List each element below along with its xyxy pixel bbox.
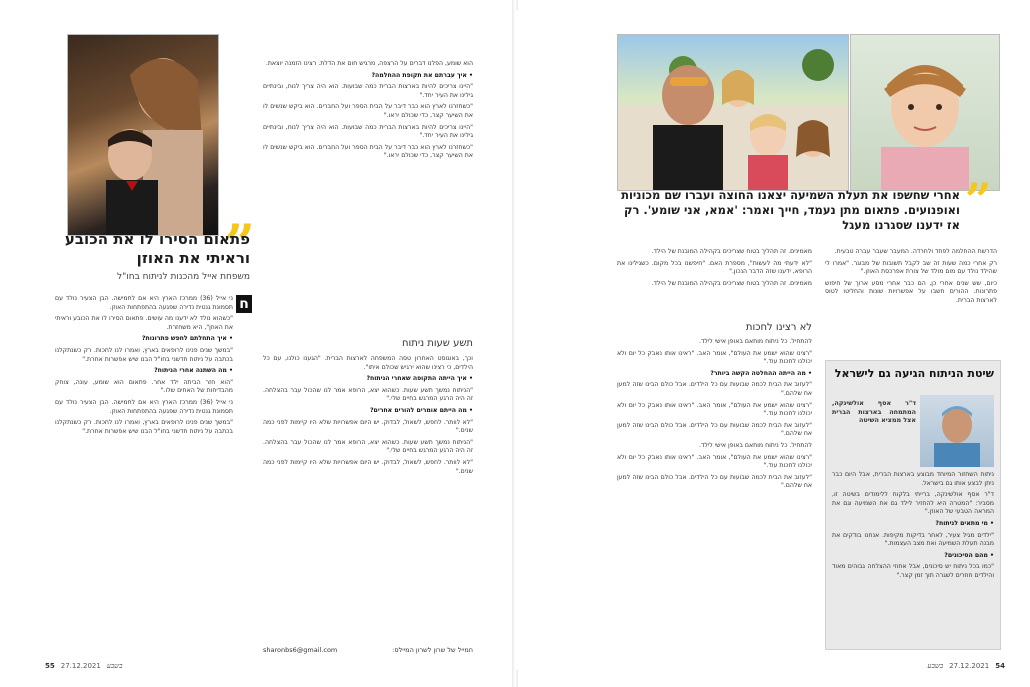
page-number: 54 <box>995 662 1005 670</box>
info-box-text <box>832 471 994 643</box>
left-headline: פתאום הסירו לו את הכובע וראיתי את האוזן <box>64 230 250 267</box>
paragraph: להתחיל. כל ניתוח מותאם באופן אישי לילד. <box>699 441 812 449</box>
paragraph: ני אייל (36) ממרכז הארץ היא אם לחמישה. הבן הצעיר נולד עם תסמונת גנטית נדירה שפגעה בהתפתחות האוזן. <box>55 295 233 311</box>
paragraph: ניתוח השחזור המיוחד מבוצע בארצות הברית, אבל היום כבר ניתן לבצע אותו גם בישראל. <box>832 471 994 487</box>
left-col-left <box>263 60 473 330</box>
left-page <box>15 10 515 670</box>
paragraph: מאמינים. זה תהליך בטוח שצריכים בקהילה המובנת של הילד. <box>651 279 812 287</box>
quote-mark-icon: ” <box>225 214 255 275</box>
paragraph: "לא לוותר. לחפש, לשאול, לבדוק. יש היום אפשרויות שלא היו קיימות לפני כמה שנים." <box>263 418 473 435</box>
paragraph: "הוא חזר הביתה ילד אחר. פתאום הוא שומע, עונה, צוחק מהבדיחות של האחים שלו." <box>55 378 233 395</box>
left-col-right <box>55 295 233 650</box>
right-col-2 <box>617 248 812 318</box>
paragraph: הוא שומע, הפלנו דברים על הרצפה, מרגיש חום את הדלת. רצינו הזמנה יוצאת. <box>265 60 473 67</box>
credit-label: חמייל של שרון לשרון המיילס: <box>392 646 473 654</box>
quote-mark-icon: ” <box>965 173 992 227</box>
question: • מה השתנה אחרי הניתוח? <box>154 367 233 375</box>
paragraph: ני אייל (36) ממרכז הארץ היא אם לחמישה. הבן הצעיר נולד עם תסמונת גנטית נדירה שפגעה בהתפתחות האוזן. <box>55 398 233 415</box>
paragraph: "רצינו שהוא ישמע את העולם", אומר האב. "ראינו אותו נאבק כל יום ולא יכולנו לחכות עוד." <box>617 401 812 418</box>
paragraph: "ילדים מגיל צעיר, לאחר בדיקות מקיפות. אנחנו בודקים את מבנה תעלת השמיעה ואת מצב העצמות." <box>832 531 994 548</box>
right-col-1 <box>825 248 997 353</box>
right-section-title: לא רצינו לחכות <box>745 322 812 333</box>
paragraph: ד"ר אסף אולשינקה, ברייתי בלקוח ללימודים בשיטה זו, מסביר: "המטרה היא להחזיר לילד גם את השמיעה וגם את המראה הטבעי של האוזן." <box>832 491 994 516</box>
left-col-mid <box>263 355 473 650</box>
paragraph: "לעזוב את הבית לכמה שבועות עם כל הילדים. אבל כולם הבינו שזה למען אח שלהם." <box>617 381 812 397</box>
paragraph: להתחיל. כל ניתוח מותאם באופן אישי לילד. <box>699 338 812 345</box>
paragraph: "כמו בכל ניתוח יש סיכונים, אבל אחוזי ההצלחה גבוהים מאוד והילדים חוזרים לשגרה תוך זמן קצר." <box>832 563 994 579</box>
issue-date: 27.12.2021 <box>60 662 101 670</box>
paragraph: "הניתוח נמשך תשע שעות. כשהוא יצא, הרופא אמר לנו שהכול עבר בהצלחה. זה היה הרגע המרגש בחיים שלי." <box>263 438 473 455</box>
paragraph: רק אחרי כמה שעות זה שב לקבל תשובות של מבוגר. "אמרו לי שהילד נולד עם מום מולד של צורת אפרכסת האוזן." <box>825 259 997 276</box>
paragraph: "במשך שנים פנינו לרופאים בארץ, ואמרו לנו לחכות. רק כשנתקלנו בכתבה על ניתוח חדשני בחו"ל הבנו שיש אפשרות אחרת." <box>55 419 233 435</box>
dropcap-box: ח <box>236 295 252 313</box>
doctor-photo <box>920 395 994 467</box>
mother-son-illustration <box>68 35 218 235</box>
paragraph: מאמינים. זה תהליך בטוח שצריכים בקהילה המובנת של הילד. <box>651 248 812 255</box>
family-photo <box>617 34 849 191</box>
paragraph: "לא ידעתי מה לעשות", מספרת האם. "חיפשנו בכל מקום. כשגילינו את הרופא, ידענו שזה הדבר הנכון." <box>617 259 812 276</box>
right-footer <box>927 662 1005 670</box>
right-col-3 <box>617 338 812 648</box>
question: • מה הייתם אומרים להורים אחרים? <box>369 406 473 414</box>
info-box <box>825 360 1001 650</box>
paragraph: "רצינו שהוא ישמע את העולם", אומר האב. "ראינו אותו נאבק כל יום ולא יכולנו לחכות עוד." <box>617 349 812 366</box>
magazine-name: בשבע <box>106 662 123 670</box>
paragraph: "כשחזרנו לארץ הוא כבר דיבר על הבית הספר ועל החברים. הוא ביקש שנשים לו את השיער קצר, כדי שכולם יראו." <box>263 103 473 119</box>
right-page <box>515 10 1015 670</box>
paragraph: "היינו צריכים להיות בארצות הברית כמה שבועות. הוא היה צריך לנוח, ובינתיים גילינו את העיר יחד." <box>263 123 473 140</box>
paragraph: "הניתוח נמשך תשע שעות. כשהוא יצא, הרופא אמר לנו שהכול עבר בהצלחה. זה היה הרגע המרגש בחיים שלי." <box>263 386 473 403</box>
doctor-caption: ד"ר אסף אולשינקה, המתמחה בארצות הברית אצל ממציא השיטה <box>832 399 916 425</box>
left-byline: משפחת אייל מהכנות לניתוח בחו"ל <box>117 272 250 282</box>
mother-son-photo <box>67 34 219 236</box>
doctor-illustration <box>920 395 994 467</box>
question: • איך הייתה התקופה שאחרי הניתוח? <box>366 375 473 383</box>
paragraph: "במשך שנים פנינו לרופאים בארץ, ואמרו לנו לחכות. רק כשנתקלנו בכתבה על ניתוח חדשני בחו"ל הבנו שיש אפשרות אחרת." <box>55 346 233 363</box>
issue-date: 27.12.2021 <box>949 662 990 670</box>
question: • איך התחלתם לחפש פתרונות? <box>141 335 233 343</box>
question: • איך עברתם את תקופת ההחלמה? <box>371 71 473 79</box>
paragraph: "רצינו שהוא ישמע את העולם", אומר האב. "ראינו אותו נאבק כל יום ולא יכולנו לחכות עוד." <box>617 453 812 470</box>
info-box-title: שיטת הניתוח הגיעה גם לישראל <box>834 367 994 380</box>
question: • מה הייתה ההחלטה הקשה ביותר? <box>710 369 812 377</box>
paragraph: "כשהוא נולד לא ידענו מה עושים. פתאום הסירו לו את הכובע וראיתי את האוזן", היא משחזרת. <box>55 315 233 331</box>
question: • מי מתאים לניתוח? <box>935 519 994 527</box>
paragraph: "כשחזרנו לארץ הוא כבר דיבר על הבית הספר ועל החברים. הוא ביקש שנשים לו את השיער קצר, כדי שכולם יראו." <box>263 143 473 160</box>
paragraph: "לעזוב את הבית לכמה שבועות עם כל הילדים. אבל כולם הבינו שזה למען אח שלהם." <box>617 473 812 490</box>
paragraph: "היינו צריכים להיות בארצות הברית כמה שבועות. הוא היה צריך לנוח, ובינתיים גילינו את העיר יחד." <box>263 83 473 99</box>
question: • מהם הסיכונים? <box>944 551 994 559</box>
paragraph: "לעזוב את הבית לכמה שבועות עם כל הילדים. אבל כולם הבינו שזה למען אח שלהם." <box>617 421 812 438</box>
page-number: 55 <box>45 662 55 670</box>
right-headline: אחרי שחשפו את תעלת השמיעה יצאנו החוצה ועברו שם מכוניות ואופנועים. פתאום מתן נעמד, חייך ואמר: 'אמא, אני שומע'. רק אז ידענו שסגרנו מעגל <box>621 188 960 232</box>
paragraph: וכך, באוגוסט האחרון טסה המשפחה לארצות הברית. "הגענו כולנו, עם כל הילדים, כי רצינו שהוא ירגיש שכולם איתו". <box>263 355 473 371</box>
magazine-name: בשבע <box>927 662 944 670</box>
left-section-title: תשע שעות ניתוח <box>402 338 473 349</box>
paragraph: "לא לוותר. לחפש, לשאול, לבדוק. יש היום אפשרויות שלא היו קיימות לפני כמה שנים." <box>263 458 473 475</box>
family-illustration <box>618 35 848 190</box>
paragraph: כיום, שש שנים אחרי כן, הם כבר אחרי מסע ארוך של חיפוש פתרונות. ההורים חשבו על אפשרויות שונות והחליטו לטוס לארצות הברית. <box>825 279 997 304</box>
left-footer <box>45 662 123 670</box>
boy-photo <box>850 34 1000 191</box>
credit-email: sharonbs6@gmail.com <box>263 646 338 654</box>
credit-line <box>263 646 473 654</box>
boy-illustration <box>851 35 999 190</box>
paragraph: הדרשת ההחלמה לפחד ולחרדה. המעבר שעבר עברה טבעית. <box>834 248 997 255</box>
